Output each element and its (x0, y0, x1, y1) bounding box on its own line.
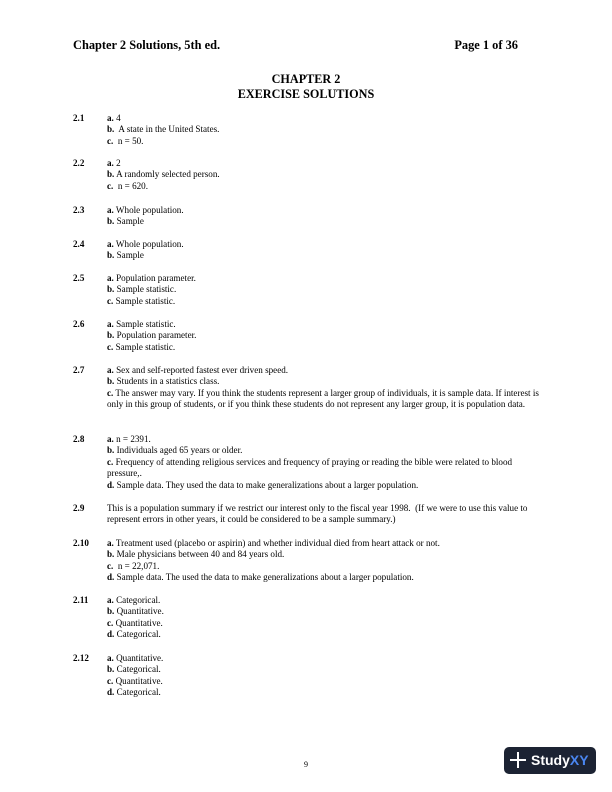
part-text: Quantitative. (113, 617, 163, 628)
watermark-brand (531, 752, 589, 768)
answer-part (107, 434, 543, 445)
part-text: Frequency of attending religious services and frequency of praying or reading the bible were related to blood pressure,. (107, 456, 515, 479)
part-label: d. (107, 479, 115, 490)
exercise-number: 2.12 (73, 653, 89, 663)
exercise-answers (107, 205, 543, 228)
answer-part (107, 239, 543, 250)
part-label: d. (107, 572, 115, 583)
part-label: b. (107, 664, 115, 675)
answer-part (107, 457, 543, 480)
answer-part (107, 113, 543, 124)
exercise-answers (107, 158, 543, 192)
part-text: Treatment used (placebo or aspirin) and whether individual died from heart attack or not. (113, 538, 440, 548)
part-label: a. (107, 158, 114, 168)
part-label: c. (107, 341, 114, 352)
part-label: b. (107, 169, 115, 180)
watermark-brand-b: XY (569, 752, 589, 768)
part-text: n = 620. (113, 180, 148, 191)
answer-part (107, 376, 543, 387)
part-text: Students in a statistics class. (114, 376, 220, 387)
answer-part (107, 169, 543, 180)
answer-part (107, 205, 543, 216)
exercise-number: 2.4 (73, 239, 85, 249)
part-label: c. (107, 387, 114, 398)
answer-part (107, 549, 543, 560)
answer-part (107, 319, 543, 330)
part-text: Population parameter. (113, 273, 196, 283)
answer-part (107, 606, 543, 617)
part-label: b. (107, 445, 115, 456)
part-label: c. (107, 456, 114, 467)
answer-part (107, 445, 543, 456)
answer-part (107, 572, 543, 583)
exercise-number: 2.5 (73, 273, 85, 283)
page-number: 9 (304, 760, 308, 769)
exercise-number: 2.9 (73, 503, 85, 513)
part-label: a. (107, 239, 114, 249)
part-text: Sex and self-reported fastest ever driven speed. (113, 365, 289, 375)
answer-part (107, 388, 543, 411)
exercise-number: 2.10 (73, 538, 89, 548)
exercise-answers (107, 434, 543, 491)
answer-part (107, 181, 543, 192)
answer-part (107, 664, 543, 675)
answer-part (107, 365, 543, 376)
answer-part (107, 216, 543, 227)
part-text: Sample statistic. (113, 341, 176, 352)
exercise-number: 2.11 (73, 595, 89, 605)
part-text: Quantitative. (113, 675, 163, 686)
part-text: Whole population. (113, 205, 184, 215)
part-text: Sample (114, 216, 144, 227)
part-text: Quantitative. (114, 606, 164, 617)
part-label: b. (107, 549, 115, 560)
part-label: a. (107, 595, 114, 605)
part-text: Sample statistic. (113, 295, 176, 306)
part-label: c. (107, 617, 114, 628)
exercise-answers (107, 653, 543, 699)
part-text: A randomly selected person. (114, 169, 220, 180)
answer-part (107, 342, 543, 353)
part-text: n = 22,071. (113, 560, 160, 571)
part-text: Individuals aged 65 years or older. (114, 445, 243, 456)
part-label: b. (107, 250, 115, 261)
part-label: a. (107, 434, 114, 444)
plus-icon (510, 752, 526, 768)
answer-part (107, 561, 543, 572)
part-label: c. (107, 675, 114, 686)
studyxy-watermark (504, 747, 596, 774)
part-text: Sample statistic. (113, 319, 176, 329)
part-text: Sample (114, 250, 144, 261)
answer-part (107, 687, 543, 698)
answer-part (107, 250, 543, 261)
part-text: A state in the United States. (114, 124, 220, 135)
exercise-answers (107, 503, 543, 526)
part-label: a. (107, 205, 114, 215)
exercise-answers (107, 239, 543, 262)
part-text: Categorical. (114, 687, 161, 698)
part-label: b. (107, 124, 115, 135)
exercise-number: 2.8 (73, 434, 85, 444)
answer-part (107, 296, 543, 307)
exercise-answers (107, 365, 543, 411)
exercise-number: 2.7 (73, 365, 85, 375)
header-chapter: Chapter 2 Solutions, 5th ed. (73, 38, 221, 52)
part-text: The answer may vary. If you think the students represent a larger group of individuals, it is sample data. If interest is only in this group of students, or if you think these students do not represent any larger group, it is population data. (107, 387, 542, 410)
part-text: Sample data. They used the data to make generalizations about a larger population. (114, 479, 419, 490)
part-text: Sample statistic. (114, 284, 177, 295)
part-label: d. (107, 629, 115, 640)
answer-part (107, 124, 543, 135)
part-text: n = 50. (113, 135, 144, 146)
part-label: b. (107, 216, 115, 227)
part-label: b. (107, 376, 115, 387)
part-label: a. (107, 653, 114, 663)
answer-part (107, 136, 543, 147)
answer-part (107, 273, 543, 284)
answer-part (107, 595, 543, 606)
part-text: Male physicians between 40 and 84 years old. (114, 549, 285, 560)
exercise-answers (107, 595, 543, 641)
part-label: b. (107, 330, 115, 341)
part-text: Whole population. (113, 239, 184, 249)
part-text: Population parameter. (114, 330, 197, 341)
exercise-answers (107, 273, 543, 307)
part-text: n = 2391. (113, 434, 151, 444)
exercise-answers (107, 319, 543, 353)
exercise-number: 2.2 (73, 158, 85, 168)
part-text: Categorical. (114, 664, 161, 675)
part-label: c. (107, 180, 114, 191)
answer-part (107, 538, 543, 549)
part-label: c. (107, 135, 114, 146)
exercise-number: 2.3 (73, 205, 85, 215)
answer-part (107, 284, 543, 295)
part-label: c. (107, 295, 114, 306)
part-label: b. (107, 606, 115, 617)
answer-part (107, 653, 543, 664)
answer-part (107, 330, 543, 341)
part-text: 4 (113, 113, 121, 123)
part-text: Categorical. (114, 629, 161, 640)
exercise-number: 2.1 (73, 113, 85, 123)
answer-part (107, 618, 543, 629)
exercise-answers (107, 113, 543, 147)
chapter-title: CHAPTER 2 (271, 72, 341, 86)
answer-part (107, 503, 543, 526)
part-label: a. (107, 319, 114, 329)
part-text: Quantitative. (113, 653, 164, 663)
answer-part (107, 158, 543, 169)
part-label: b. (107, 284, 115, 295)
watermark-brand-a: Study (531, 752, 570, 768)
part-label: a. (107, 113, 114, 123)
exercise-number: 2.6 (73, 319, 85, 329)
answer-part (107, 480, 543, 491)
part-label: c. (107, 560, 114, 571)
part-label: d. (107, 687, 115, 698)
exercise-answers (107, 538, 543, 584)
part-label: a. (107, 365, 114, 375)
part-text: This is a population summary if we restrict our interest only to the fiscal year 1998. (If we were to use this value to represent errors in other years, it could be considered to be a sample summary.) (107, 503, 530, 525)
part-text: Sample data. The used the data to make generalizations about a larger population. (114, 572, 414, 583)
part-text: 2 (113, 158, 121, 168)
part-label: a. (107, 538, 114, 548)
answer-part (107, 629, 543, 640)
part-label: a. (107, 273, 114, 283)
part-text: Categorical. (113, 595, 161, 605)
section-title: EXERCISE SOLUTIONS (237, 87, 375, 101)
answer-part (107, 676, 543, 687)
header-page: Page 1 of 36 (454, 38, 518, 52)
